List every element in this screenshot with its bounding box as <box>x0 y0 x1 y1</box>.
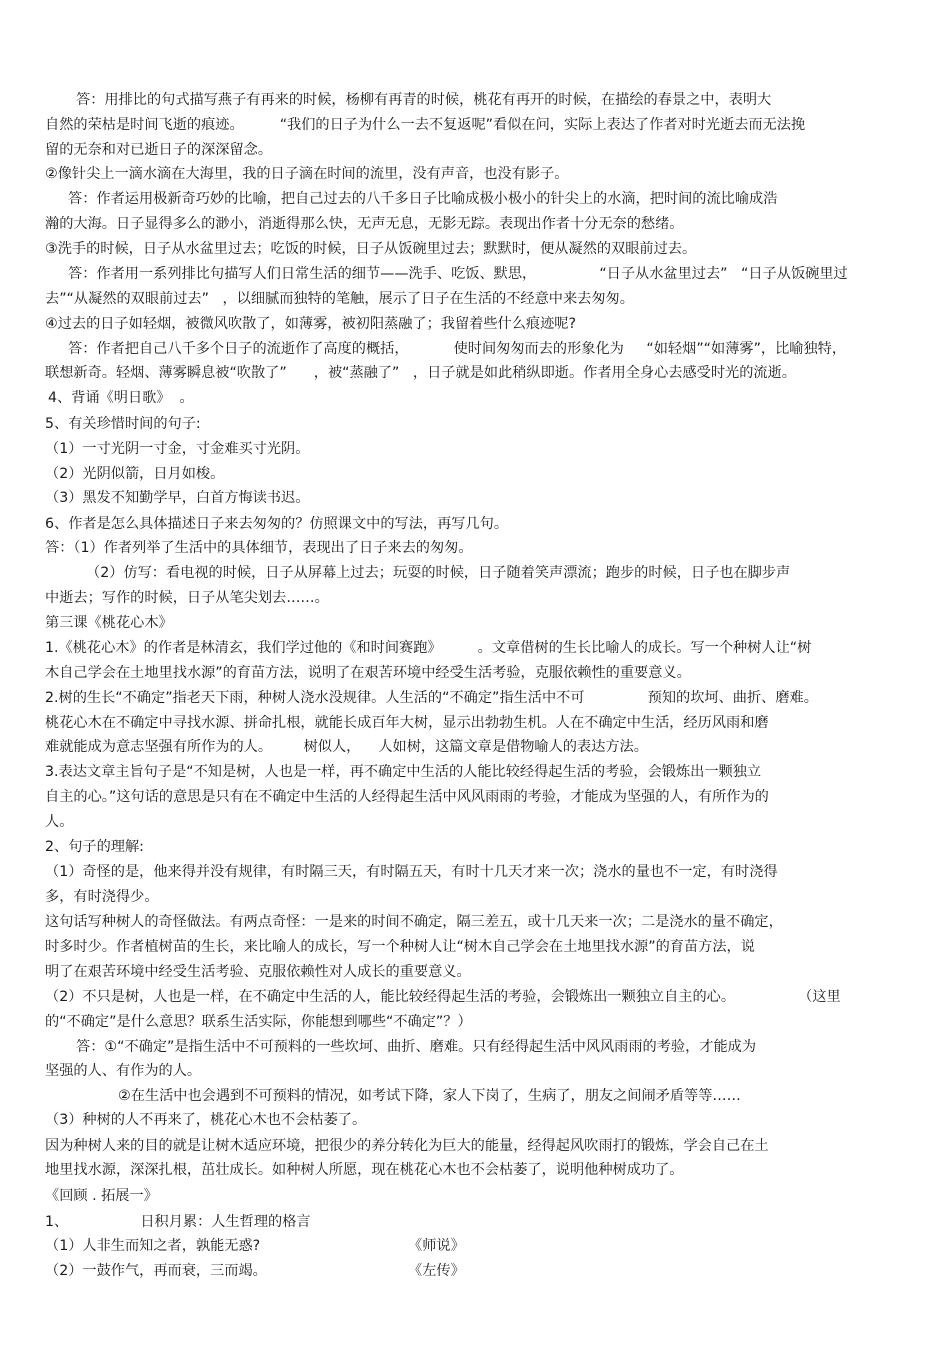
text-line: 自然的荣枯是时间飞逝的痕迹。 “我们的日子为什么一去不复返呢”看似在问，实际上表达了作者对时光逝去而无法挽 <box>45 117 806 133</box>
text-line: 5、有关珍惜时间的句子: <box>45 416 201 432</box>
text-line: 答：作者把自己八千多个日子的流逝作了高度的概括， 使时间匆匆而去的形象化为 “如轻烟”“如薄雾”，比喻独特， <box>68 341 847 357</box>
text-line: 6、作者是怎么具体描述日子来去匆匆的？仿照课文中的写法，再写几句。 <box>45 516 509 532</box>
text-line: （2）不只是树，人也是一样，在不确定中生活的人，能比较经得起生活的考验，会锻炼出一颗独立自主的心。 （这里 <box>45 989 841 1005</box>
text-line: （3）种树的人不再来了，桃花心木也不会枯萎了。 <box>45 1112 367 1128</box>
text-line: 答：作者运用极新奇巧妙的比喻，把自己过去的八千多日子比喻成极小极小的针尖上的水滴，把时间的流比喻成浩 <box>68 191 778 207</box>
text-line: 答：（1）作者列举了生活中的具体细节，表现出了日子来去的匆匆。 <box>45 540 473 556</box>
text-line: 坚强的人、有作为的人。 <box>45 1063 202 1079</box>
text-line: 这句话写种树人的奇怪做法。有两点奇怪：一是来的时间不确定，隔三差五，或十几天来一次；二是浇水的量不确定， <box>45 914 783 930</box>
text-line: 1.《桃花心木》的作者是林清玄，我们学过他的《和时间赛跑》 。文章借树的生长比喻人的成长。写一个种树人让“树 <box>45 640 812 656</box>
text-line: 难就能成为意志坚强有所作为的人。 树似人， 人如树，这篇文章是借物喻人的表达方法。 <box>45 739 648 755</box>
text-line: 多，有时浇得少。 <box>45 889 159 905</box>
text-line: ③洗手的时候，日子从水盆里过去；吃饭的时候，日子从饭碗里过去；默默时，便从凝然的双眼前过去。 <box>45 241 697 257</box>
list-item: （2）光阴似箭，日月如梭。 <box>45 466 225 482</box>
text-line: （2）仿写：看电视的时候，日子从屏幕上过去；玩耍的时候，日子随着笑声漂流；跑步的时候，日子也在脚步声 <box>86 565 791 581</box>
text-line: 留的无奈和对已逝日子的深深留念。 <box>45 142 273 158</box>
text-line: 答：①“不确定”是指生活中不可预料的一些坎坷、曲折、磨难。只有经得起生活中风风雨雨的考验，才能成为 <box>76 1039 757 1055</box>
list-item: （2）一鼓作气，再而衰，三而竭。 <box>45 1263 267 1279</box>
section-heading: 第三课《桃花心木》 <box>45 615 173 631</box>
text-line: 1、 日积月累：人生哲理的格言 <box>45 1214 311 1230</box>
text-line: 桃花心木在不确定中寻找水源、拼命扎根，就能长成百年大树，显示出勃勃生机。人在不确定中生活，经历风雨和磨 <box>45 715 769 731</box>
list-item: （1）人非生而知之者，孰能无惑? <box>45 1238 261 1254</box>
list-item: （1）一寸光阴一寸金，寸金难买寸光阴。 <box>45 441 310 457</box>
text-line: 的“不确定”是什么意思？联系生活实际，你能想到哪些“不确定”？） <box>45 1014 472 1030</box>
text-line: ④过去的日子如轻烟，被微风吹散了，如薄雾，被初阳蒸融了；我留着些什么痕迹呢? <box>45 316 577 332</box>
text-line: 2、句子的理解: <box>45 839 144 855</box>
text-line: 3.表达文章主旨句子是“不知是树，人也是一样，再不确定中生活的人能比较经得起生活的考验，会锻炼出一颗独立 <box>45 764 762 780</box>
text-line: 自主的心。”这句话的意思是只有在不确定中生活的人经得起生活中风风雨雨的考验，才能成为坚强的人，有所作为的 <box>45 789 769 805</box>
text-line: 中逝去；写作的时候，日子从笔尖划去……。 <box>45 590 329 606</box>
text-line: 人。 <box>45 814 74 830</box>
text-line: 联想新奇。轻烟、薄雾瞬息被“吹散了” ，被“蒸融了” ，日子就是如此稍纵即逝。作者用全身心去感受时光的流逝。 <box>45 365 796 381</box>
text-line: 木自己学会在土地里找水源”的育苗方法，说明了在艰苦环境中经受生活考验，克服依赖性的重要意义。 <box>45 665 691 681</box>
text-line: 瀚的大海。日子显得多么的渺小，消逝得那么快，无声无息，无影无踪。表现出作者十分无奈的愁绪。 <box>45 216 684 232</box>
text-line: （1）奇怪的是，他来得并没有规律，有时隔三天，有时隔五天，有时十几天才来一次；浇水的量也不一定，有时浇得 <box>45 864 778 880</box>
text-line: 时多时少。作者植树苗的生长，来比喻人的成长，写一个种树人让“树木自己学会在土地里找水源”的育苗方法，说 <box>45 939 755 955</box>
text-line: ②在生活中也会遇到不可预料的情况，如考试下降，家人下岗了，生病了，朋友之间闹矛盾等等…… <box>118 1088 741 1104</box>
text-line: ②像针尖上一滴水滴在大海里，我的日子滴在时间的流里，没有声音，也没有影子。 <box>45 166 569 182</box>
list-item: （3）黑发不知勤学早，白首方悔读书迟。 <box>45 490 310 506</box>
citation: 《师说》 <box>408 1238 465 1254</box>
text-line: 因为种树人来的目的就是让树木适应环境，把很少的养分转化为巨大的能量，经得起风吹雨打的锻炼，学会自己在土 <box>45 1138 769 1154</box>
text-line: 2.树的生长“不确定”指老天下雨，种树人浇水没规律。人生活的“不确定”指生活中不可 预知的坎坷、曲折、磨难。 <box>45 690 818 706</box>
text-line: 去”“从凝然的双眼前过去” ，以细腻而独特的笔触，展示了日子在生活的不经意中来去匆匆。 <box>45 291 634 307</box>
text-line: 4、背诵《明日歌》 。 <box>48 390 194 406</box>
citation: 《左传》 <box>408 1263 465 1279</box>
text-line: 答：用排比的句式描写燕子有再来的时候，杨柳有再青的时候，桃花有再开的时候，在描绘的春景之中，表明大 <box>76 92 772 108</box>
text-line: 明了在艰苦环境中经受生活考验、克服依赖性对人成长的重要意义。 <box>45 964 471 980</box>
section-heading: 《回顾 . 拓展一》 <box>45 1188 158 1204</box>
text-line: 答：作者用一系列排比句描写人们日常生活的细节——洗手、吃饭、默思， “日子从水盆里过去” “日子从饭碗里过 <box>68 266 848 282</box>
text-line: 地里找水源，深深扎根，茁壮成长。如种树人所愿，现在桃花心木也不会枯萎了，说明他种树成功了。 <box>45 1162 684 1178</box>
